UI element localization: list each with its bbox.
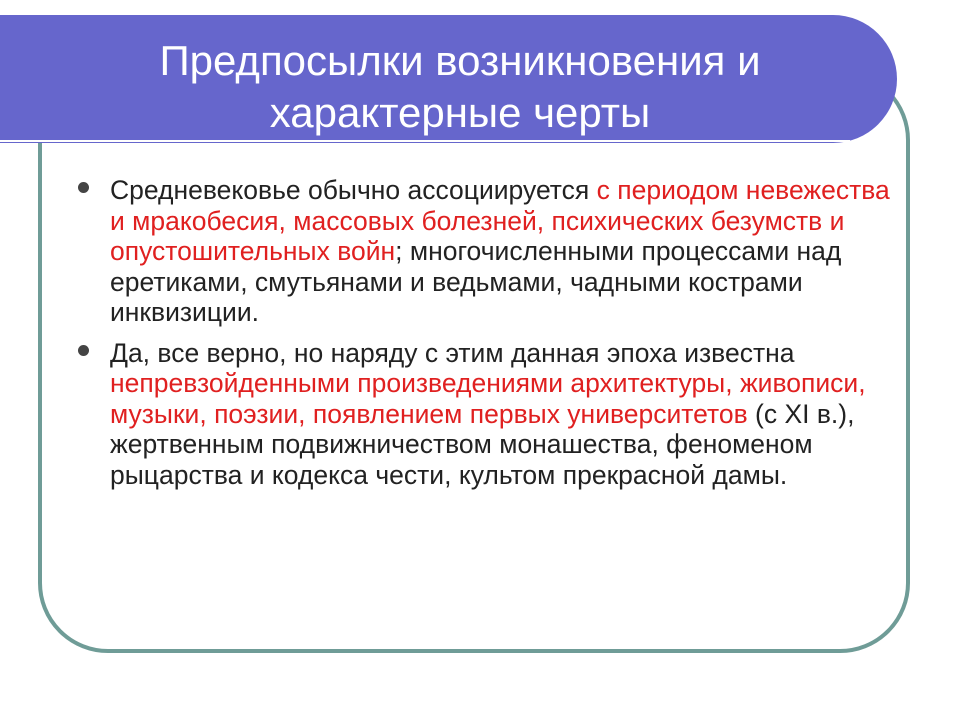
bullet-text: Да, все верно, но наряду с этим данная эпоха известна (110, 337, 795, 368)
bullet-highlight: непревзойденными произведениями архитектуры, живописи, музыки, поэзии, появлением первых университетов (110, 368, 866, 429)
title-line-1: Предпосылки возникновения и (159, 37, 761, 84)
bullet-text: ; многочисленными процессами над еретиками, смутьянами и ведьмами, чадными кострами инквизиции. (110, 236, 842, 327)
title-bar (0, 15, 897, 143)
bullet-dot-icon (78, 345, 89, 356)
bullet-item (78, 175, 908, 328)
bullet-highlight: с периодом невежества и мракобесия, массовых болезней, психических безумств и опустошительных войн (110, 175, 890, 266)
bullet-text: Средневековье обычно ассоциируется (110, 175, 597, 205)
title-underline (0, 140, 850, 142)
bullet-item (78, 338, 908, 491)
slide-title (60, 35, 860, 139)
bullet-dot-icon (78, 182, 89, 193)
bullet-list (78, 175, 908, 500)
title-line-2: характерные черты (269, 89, 651, 136)
bullet-text: (с XI в.), жертвенным подвижничеством монашества, феноменом рыцарства и кодекса чести, культом прекрасной дамы. (110, 398, 855, 490)
